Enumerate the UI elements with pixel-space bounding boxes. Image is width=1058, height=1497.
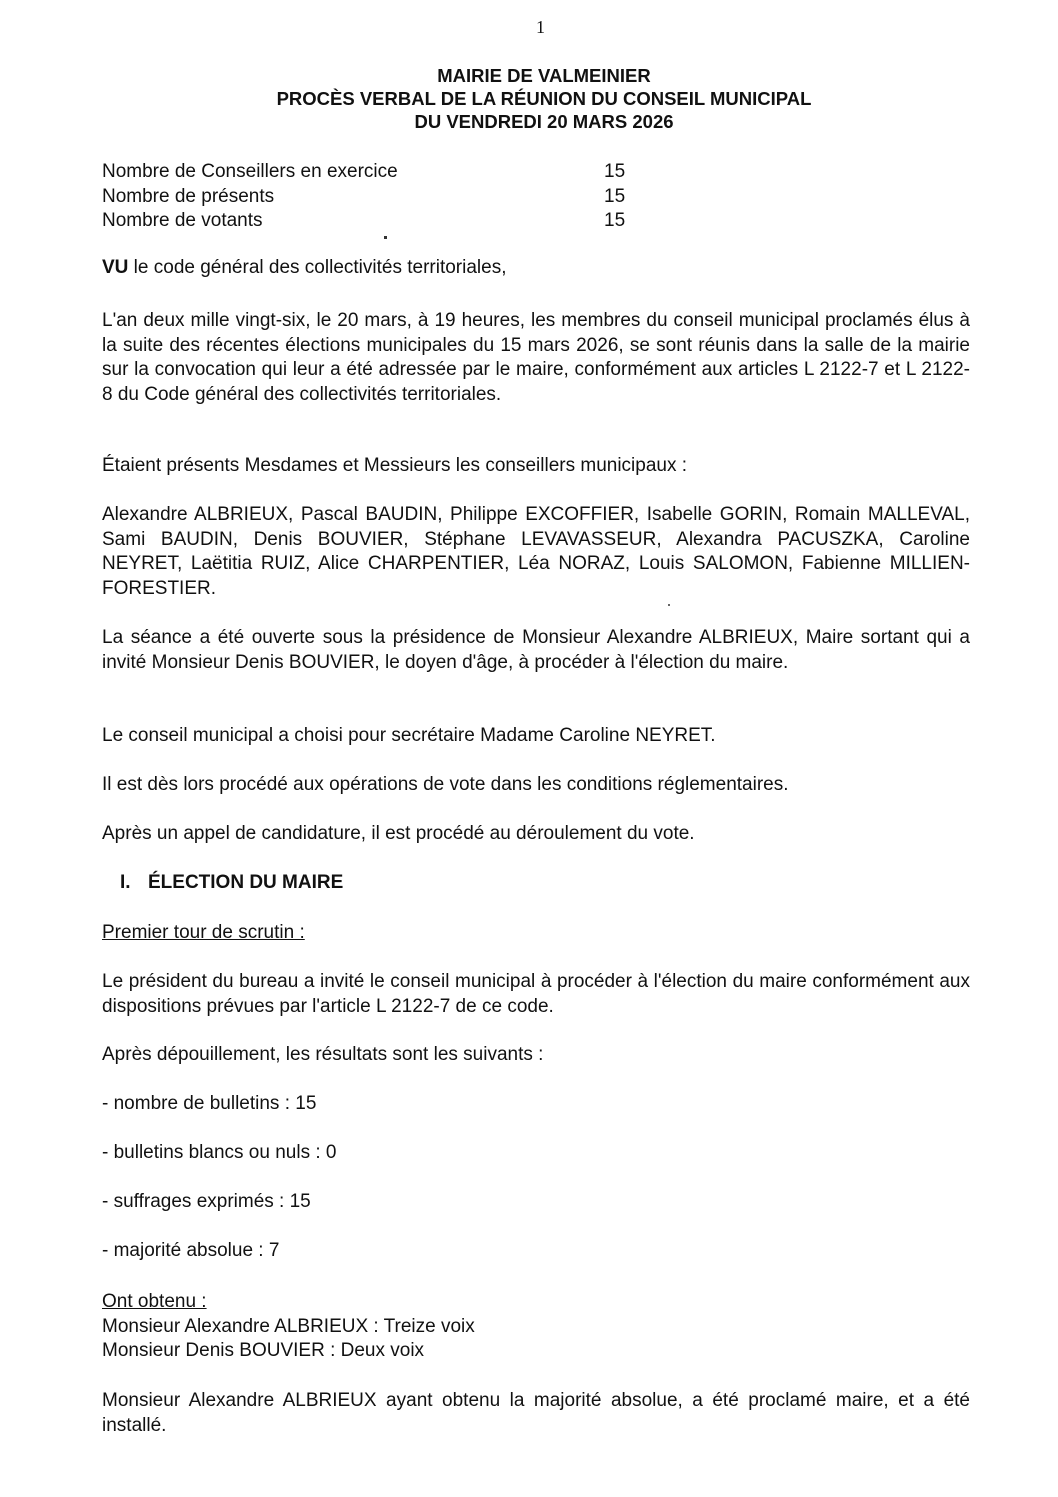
count-row [102,160,625,185]
vu-bold: VU [102,257,129,278]
presents-list: Alexandre ALBRIEUX, Pascal BAUDIN, Philippe EXCOFFIER, Isabelle GORIN, Romain MALLEVAL, Sami BAUDIN, Denis BOUVIER, Stéphane LEVAVASSEUR, Alexandra PACUSZKA, Caroline NEYRET, Laëtitia RUIZ, Alice CHARPENTIER, Léa NORAZ, Louis SALOMON, Fabienne MILLIEN-FORESTIER. [102,504,970,599]
result-item: - bulletins blancs ou nuls : 0 [102,1142,337,1163]
count-row [102,185,625,210]
result-item: - majorité absolue : 7 [102,1240,280,1261]
scan-speck [668,604,670,606]
intro-paragraph: L'an deux mille vingt-six, le 20 mars, à 19 heures, les membres du conseil municipal proclamés élus à la suite des récentes élections municipales du 15 mars 2026, se sont réunis dans la salle de la mairie sur la convocation qui leur a été adressée par le maire, conformément aux articles L 2122-7 et L 2122-8 du Code général des collectivités territoriales. [102,310,970,405]
presents-intro: Étaient présents Mesdames et Messieurs les conseillers municipaux : [102,455,688,476]
count-value: 15 [604,185,626,207]
section-number: I. [120,872,131,893]
invitation-paragraph: Le président du bureau a invité le conseil municipal à procéder à l'élection du maire conformément aux dispositions prévues par l'article L 2122-7 de ce code. [102,971,970,1017]
candidature-paragraph: Après un appel de candidature, il est procédé au déroulement du vote. [102,823,695,844]
obtained-block [102,1290,970,1364]
obtained-label: Ont obtenu : [102,1291,207,1312]
count-row [102,209,625,234]
header-date: DU VENDREDI 20 MARS 2026 [414,111,674,132]
count-value: 15 [604,210,626,231]
document-header [0,64,1058,133]
conclusion-paragraph: Monsieur Alexandre ALBRIEUX ayant obtenu la majorité absolue, a été proclamé maire, et a été installé. [102,1390,970,1436]
secretaire-paragraph: Le conseil municipal a choisi pour secrétaire Madame Caroline NEYRET. [102,725,716,746]
operations-paragraph: Il est dès lors procédé aux opérations de vote dans les conditions réglementaires. [102,774,789,795]
vu-text: le code général des collectivités territoriales, [128,257,507,278]
obtained-item: Monsieur Denis BOUVIER : Deux voix [102,1340,425,1361]
count-label: Nombre de Conseillers en exercice [102,161,398,182]
results-intro: Après dépouillement, les résultats sont les suivants : [102,1044,544,1065]
page-number: 1 [536,17,545,37]
header-mairie: MAIRIE DE VALMEINIER [437,65,651,86]
section-title: ÉLECTION DU MAIRE [148,872,344,893]
seance-paragraph: La séance a été ouverte sous la présidence de Monsieur Alexandre ALBRIEUX, Maire sortant qui a invité Monsieur Denis BOUVIER, le doyen d'âge, à procéder à l'élection du maire. [102,627,970,673]
header-title: PROCÈS VERBAL DE LA RÉUNION DU CONSEIL MUNICIPAL [276,88,812,109]
count-label: Nombre de votants [102,210,263,231]
round-subtitle: Premier tour de scrutin : [102,922,305,943]
obtained-item: Monsieur Alexandre ALBRIEUX : Treize voix [102,1315,475,1337]
count-value: 15 [604,161,626,182]
attendance-counts [102,160,625,234]
count-label: Nombre de présents [102,185,275,207]
section-heading [120,872,343,894]
result-item: - suffrages exprimés : 15 [102,1191,311,1212]
result-item: - nombre de bulletins : 15 [102,1093,317,1114]
scan-speck [384,236,387,239]
round-subtitle-wrap [102,921,970,946]
vu-paragraph [102,256,970,281]
